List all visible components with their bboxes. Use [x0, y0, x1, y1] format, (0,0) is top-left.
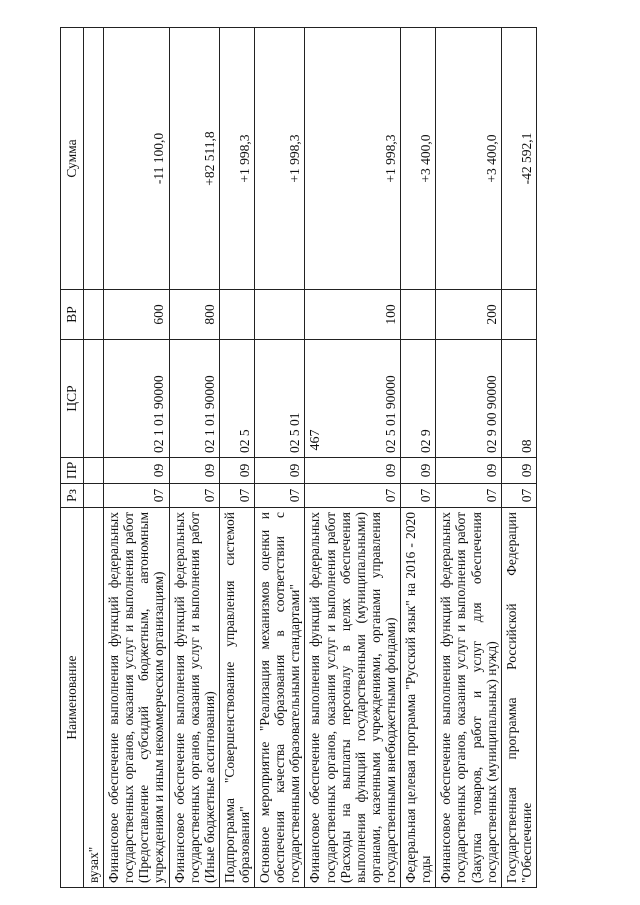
table-row: [84, 28, 104, 888]
row-vr: [219, 290, 254, 340]
row-pr: 09: [436, 458, 501, 484]
row-name: Финансовое обеспечение выполнения функций федеральных государственных органов, оказания услуг и выполнения работ (Расходы на выплаты персоналу в целях обеспечения выполнения функций государственными (муниципальными) органами, казенными учреждениями, органами управления государственными внебюджетными фондами): [305, 508, 401, 888]
row-vr: [84, 290, 104, 340]
row-pr: 09: [305, 458, 401, 484]
row-name: Основное мероприятие "Реализация механизмов оценки и обеспечения качества образования в соответствии с государственными образовательными стандартами": [255, 508, 305, 888]
row-rz: 07: [436, 484, 501, 508]
row-pr: 09: [169, 458, 219, 484]
row-csr: 02 1 01 90000: [169, 340, 219, 458]
row-csr: 02 9: [401, 340, 436, 458]
row-pr: 09: [401, 458, 436, 484]
row-sum: +82 511,8: [169, 28, 219, 290]
table-row: [255, 28, 305, 888]
row-sum: +1 998,3: [255, 28, 305, 290]
row-csr: 08: [501, 340, 536, 458]
row-name: Финансовое обеспечение выполнения функций федеральных государственных органов, оказания услуг и выполнения работ (Иные бюджетные ассигнования): [169, 508, 219, 888]
header-csr: ЦСР: [61, 340, 84, 458]
row-pr: 09: [104, 458, 169, 484]
table-body: [84, 28, 537, 888]
row-rz: 07: [501, 484, 536, 508]
row-rz: 07: [169, 484, 219, 508]
row-sum: +1 998,3: [305, 28, 401, 290]
row-csr: [84, 340, 104, 458]
row-name: Федеральная целевая программа "Русский язык" на 2016 - 2020 годы: [401, 508, 436, 888]
budget-table: [60, 27, 537, 888]
row-csr: 02 1 01 90000: [104, 340, 169, 458]
row-vr: 200: [436, 290, 501, 340]
table-row: [169, 28, 219, 888]
row-rz: 07: [401, 484, 436, 508]
header-sum: Сумма: [61, 28, 84, 290]
table-header-row: [61, 28, 84, 888]
row-name: Финансовое обеспечение выполнения функций федеральных государственных органов, оказания услуг и выполнения работ (Закупка товаров, работ и услуг для обеспечения государственных (муниципальных) нужд): [436, 508, 501, 888]
row-rz: 07: [255, 484, 305, 508]
table-row: [305, 28, 401, 888]
row-pr: 09: [501, 458, 536, 484]
header-pr: ПР: [61, 458, 84, 484]
page-number: 467: [308, 429, 323, 451]
row-rz: 07: [219, 484, 254, 508]
row-vr: [255, 290, 305, 340]
row-sum: -42 592,1: [501, 28, 536, 290]
row-pr: 09: [219, 458, 254, 484]
row-name: Финансовое обеспечение выполнения функций федеральных государственных органов, оказания услуг и выполнения работ (Предоставление субсидий бюджетным, автономным учреждениям и иным некоммерческим организациям): [104, 508, 169, 888]
row-name: Подпрограмма "Совершенствование управления системой образования": [219, 508, 254, 888]
table-row: [219, 28, 254, 888]
row-csr: 02 5 01 90000: [305, 340, 401, 458]
row-rz: [84, 484, 104, 508]
table-row: [104, 28, 169, 888]
row-sum: -11 100,0: [104, 28, 169, 290]
table-row: [436, 28, 501, 888]
row-vr: [401, 290, 436, 340]
rotated-table-container: [60, 28, 600, 888]
row-sum: [84, 28, 104, 290]
header-vr: ВР: [61, 290, 84, 340]
row-csr: 02 5 01: [255, 340, 305, 458]
row-vr: 100: [305, 290, 401, 340]
row-rz: 07: [104, 484, 169, 508]
table-row: [501, 28, 536, 888]
row-csr: 02 5: [219, 340, 254, 458]
row-name: вузах": [84, 508, 104, 888]
header-name: Наименование: [61, 508, 84, 888]
row-pr: [84, 458, 104, 484]
row-vr: 800: [169, 290, 219, 340]
table-row: [401, 28, 436, 888]
row-vr: [501, 290, 536, 340]
row-rz: 07: [305, 484, 401, 508]
row-name: Государственная программа Российской Федерации "Обеспечение: [501, 508, 536, 888]
row-vr: 600: [104, 290, 169, 340]
header-rz: Рз: [61, 484, 84, 508]
row-csr: 02 9 00 90000: [436, 340, 501, 458]
row-sum: +3 400,0: [436, 28, 501, 290]
row-pr: 09: [255, 458, 305, 484]
row-sum: +3 400,0: [401, 28, 436, 290]
row-sum: +1 998,3: [219, 28, 254, 290]
